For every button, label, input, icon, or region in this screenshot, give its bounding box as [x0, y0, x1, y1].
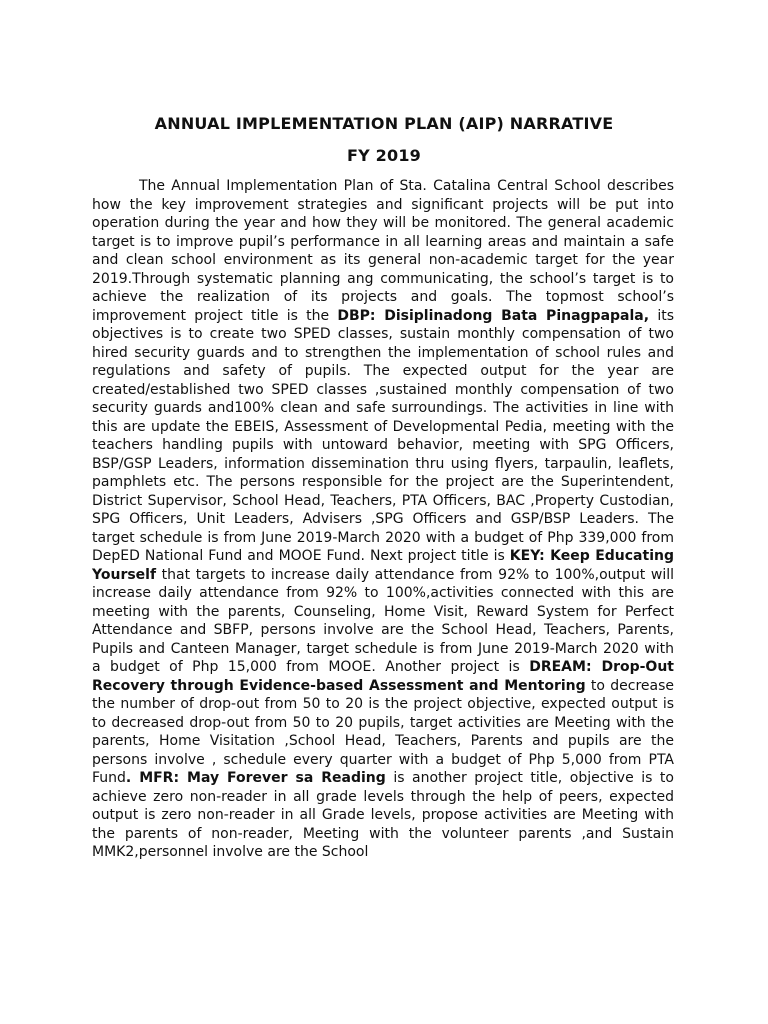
project-title-dream: DREAM: Drop-Out Recovery through Evidence-based Assessment and Mentoring: [92, 659, 674, 694]
paragraph-text: to decrease the number of drop-out from 50 to 20 is the project objective, expected output is to decreased drop-out from 50 to 20 pupils, target activities are Meeting with the parents, Home Visitation ,School Head, Teachers, Parents and pupils are the persons involve , schedule every quarter with a budget of Php 5,000 from PTA Fund: [92, 677, 675, 786]
narrative-paragraph: [92, 177, 674, 862]
paragraph-text: The Annual Implementation Plan of Sta. Catalina Central School describes how the key improvement strategies and significant projects will be put into operation during the year and how they will be monitored. The general academic target is to improve pupil’s performance in all learning areas and maintain a safe and clean school environment as its general non-academic target for the year 2019.Through systematic planning ang communicating, the school’s target is to achieve the realization of its projects and goals. The topmost school’s improvement project title is the: [92, 178, 674, 324]
project-title-dbp: DBP: Disiplinadong Bata Pinagpapala,: [337, 307, 650, 324]
paragraph-text: is another project title, objective is to achieve zero non-reader in all grade levels through the help of peers, expected output is zero non-reader in all Grade levels, propose activities are Meeting with the parents of non-reader, Meeting with the volunteer parents ,and Sustain MMK2,personnel involve are the School: [92, 770, 674, 860]
project-title-mfr: . MFR: May Forever sa Reading: [125, 770, 386, 786]
project-title-key: KEY: Keep Educating Yourself: [92, 548, 674, 583]
document-subtitle: FY 2019: [346, 146, 422, 165]
paragraph-text: its objectives is to create two SPED classes, sustain monthly compensation of two hired security guards and to strengthen the implementation of school rules and regulations and safety of pupils. The expected output for the year are created/established two SPED classes ,sustained monthly compensation of two security guards and100% clean and safe surroundings. The activities in line with this are update the EBEIS, Assessment of Developmental Pedia, meeting with the teachers handling pupils with untoward behavior, meeting with SPG Officers, BSP/GSP Leaders, information dissemination thru using flyers, tarpaulin, leaflets, pamphlets etc. The persons responsible for the project are the Superintendent, District Supervisor, School Head, Teachers, PTA Officers, BAC ,Property Custodian, SPG Officers, Unit Leaders, Advisers ,SPG Officers and GSP/BSP Leaders. The target schedule is from June 2019-March 2020 with a budget of Php 339,000 from DepED National Fund and MOOE Fund. Next project title is: [92, 307, 674, 564]
document-title: ANNUAL IMPLEMENTATION PLAN (AIP) NARRATIVE: [154, 114, 614, 133]
paragraph-text: that targets to increase daily attendance from 92% to 100%,output will increase daily attendance from 92% to 100%,activities connected with this are meeting with the parents, Counseling, Home Visit, Reward System for Perfect Attendance and SBFP, persons involve are the School Head, Teachers, Parents, Pupils and Canteen Manager, target schedule is from June 2019-March 2020 with a budget of Php 15,000 from MOOE. Another project is: [92, 566, 674, 675]
